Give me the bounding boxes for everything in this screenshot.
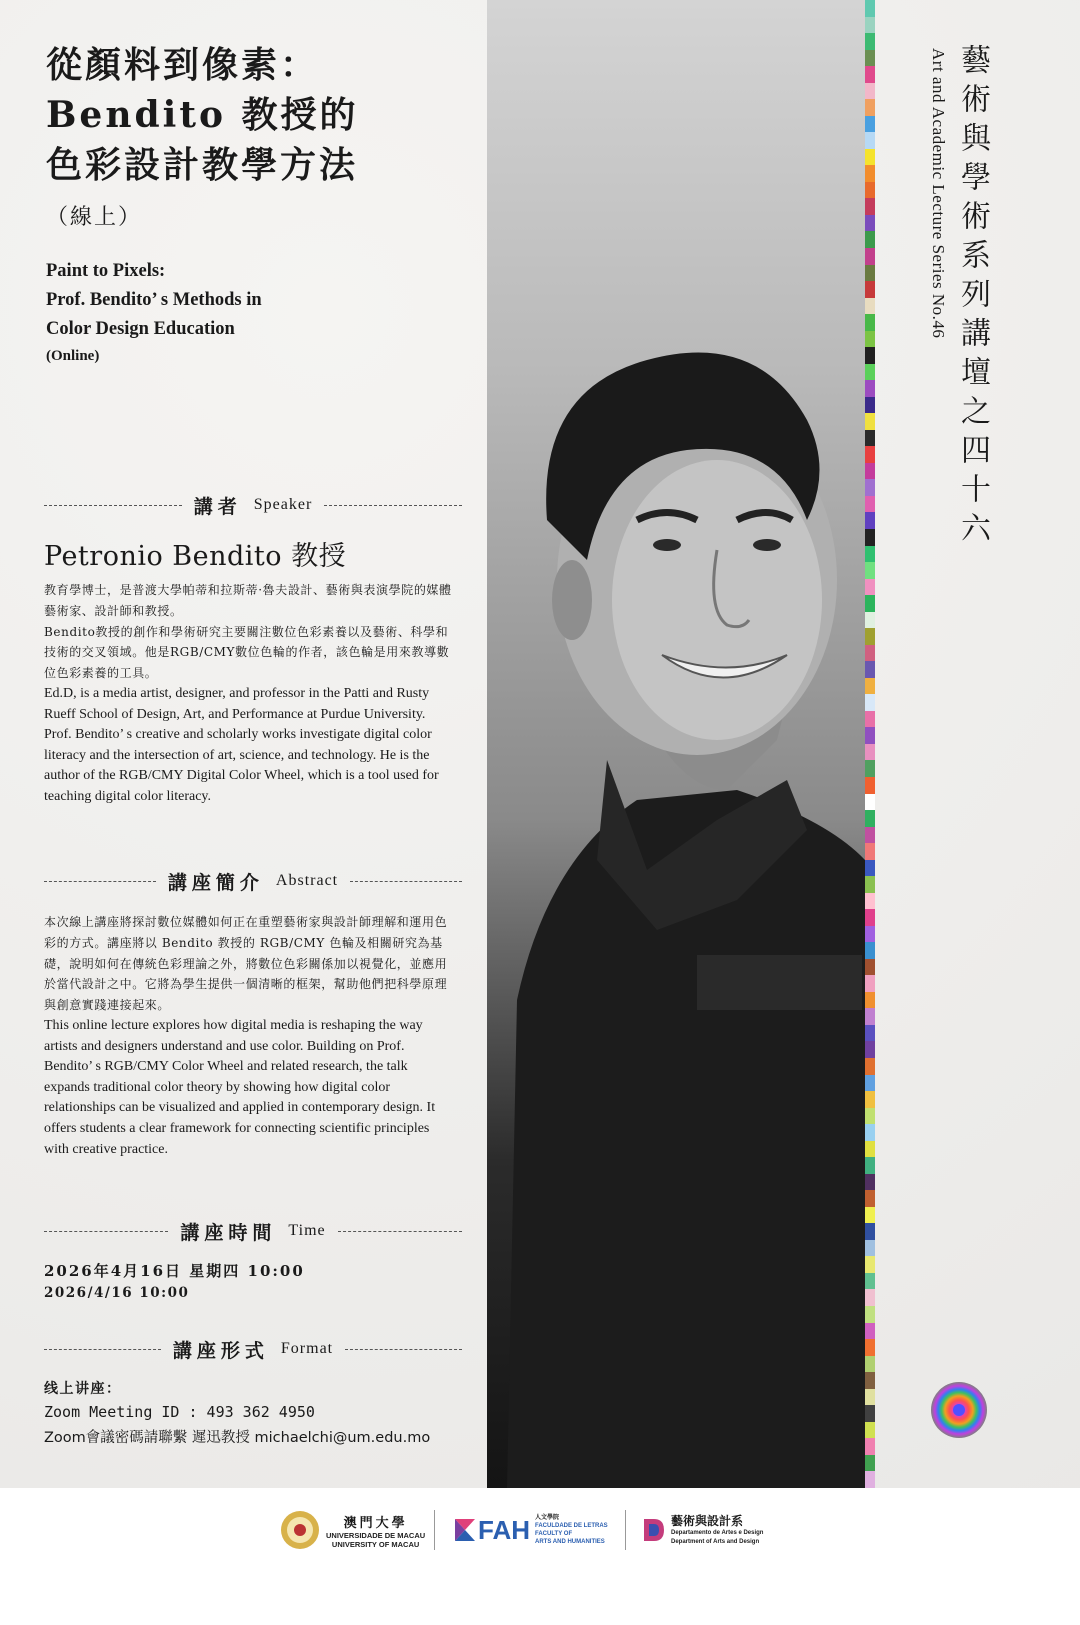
color-swatch <box>865 810 875 827</box>
um-logo <box>280 1508 425 1552</box>
speaker-bio <box>44 580 454 808</box>
time-zh: 2026年4月16日 星期四 10:00 <box>44 1262 305 1280</box>
title-en-online: (Online) <box>46 348 100 364</box>
color-swatch <box>865 215 875 232</box>
divider <box>44 1349 161 1350</box>
color-swatch <box>865 165 875 182</box>
dept-mark-icon <box>642 1517 666 1543</box>
speaker-name: Petronio Bendito 教授 <box>44 541 347 572</box>
zoom-password-contact[interactable]: Zoom會議密碼請聯繫 遲迅教授 michaelchi@um.edu.mo <box>44 1430 431 1446</box>
footer-separator <box>434 1510 435 1550</box>
color-swatch <box>865 331 875 348</box>
um-zh: 澳門大學 <box>343 1515 408 1531</box>
title-zh-online: （線上） <box>46 205 143 230</box>
divider <box>345 1349 462 1350</box>
color-swatch <box>865 942 875 959</box>
color-swatch <box>865 149 875 166</box>
color-swatch <box>865 628 875 645</box>
color-swatch <box>865 529 875 546</box>
color-swatch <box>865 959 875 976</box>
um-crest-icon <box>280 1510 320 1550</box>
fah-text <box>535 1514 608 1546</box>
speaker-bio-zh-1: 教育學博士，是普渡大學帕蒂和拉斯蒂·魯夫設計、藝術與表演學院的媒體藝術家、設計師和教授。 <box>44 583 452 618</box>
time-heading-en: Time <box>288 1222 326 1239</box>
color-swatch <box>865 1157 875 1174</box>
color-wheel-icon <box>930 1381 988 1439</box>
fah-mark-icon <box>455 1519 475 1541</box>
color-swatch <box>865 1455 875 1472</box>
color-swatch <box>865 314 875 331</box>
fah-zh: 人文學院 <box>535 1515 560 1521</box>
title-zh-line3: 色彩設計教學方法 <box>46 144 359 186</box>
series-title-zh: 藝術與學術系列講壇之四十六 <box>955 44 990 551</box>
abstract-heading-en: Abstract <box>275 872 339 889</box>
color-swatch <box>865 760 875 777</box>
color-swatch <box>865 33 875 50</box>
color-swatch <box>865 1008 875 1025</box>
color-swatch <box>865 1041 875 1058</box>
color-swatch <box>865 116 875 133</box>
color-swatch <box>865 1339 875 1356</box>
time-details <box>44 1260 454 1304</box>
color-swatch <box>865 446 875 463</box>
dept-en: Department of Arts and Design <box>671 1539 760 1545</box>
color-swatch <box>865 380 875 397</box>
color-swatch <box>865 198 875 215</box>
color-swatch <box>865 579 875 596</box>
color-swatch <box>865 612 875 629</box>
color-swatch <box>865 1372 875 1389</box>
color-swatch <box>865 678 875 695</box>
zoom-meeting-id: Zoom Meeting ID : 493 362 4950 <box>44 1403 315 1421</box>
footer <box>0 1488 1080 1625</box>
time-heading <box>44 1216 462 1246</box>
color-swatch <box>865 231 875 248</box>
color-swatch <box>865 1207 875 1224</box>
color-swatch <box>865 843 875 860</box>
color-swatch <box>865 1058 875 1075</box>
abstract-heading-zh: 講座簡介 <box>167 871 264 894</box>
color-swatch <box>865 1422 875 1439</box>
divider <box>324 505 462 506</box>
speaker-photo <box>487 0 865 1488</box>
color-swatch <box>865 1356 875 1373</box>
dept-logo <box>642 1508 763 1552</box>
color-swatch <box>865 1108 875 1125</box>
color-swatch <box>865 99 875 116</box>
color-swatch <box>865 893 875 910</box>
speaker-bio-en: Ed.D, is a media artist, designer, and professor in the Patti and Rusty Rueff School of Design, Art, and Performance at Purdue University. Prof. Bendito’ s creative and scholarly works investigate digital color literacy and the intersection of art, science, and technology. He is the author of the RGB/CMY Digital Color Wheel, which is a tool used for teaching digital color literacy. <box>44 685 439 804</box>
color-swatch <box>865 364 875 381</box>
format-details <box>44 1378 464 1452</box>
time-numeric: 2026/4/16 10:00 <box>44 1285 190 1301</box>
abstract-text <box>44 912 454 1160</box>
color-swatch <box>865 777 875 794</box>
color-swatch <box>865 347 875 364</box>
color-swatch <box>865 1273 875 1290</box>
um-en: UNIVERSITY OF MACAU <box>331 1539 420 1549</box>
color-swatch <box>865 1174 875 1191</box>
title-en-line1: Paint to Pixels: <box>46 261 166 281</box>
color-swatch <box>865 1240 875 1257</box>
fah-en2: ARTS AND HUMANITIES <box>535 1539 605 1545</box>
dept-text <box>671 1513 763 1547</box>
color-swatch <box>865 794 875 811</box>
divider <box>350 881 462 882</box>
color-swatch <box>865 248 875 265</box>
color-strip <box>865 0 875 1488</box>
color-swatch <box>865 397 875 414</box>
color-swatch <box>865 1190 875 1207</box>
title-en-line3: Color Design Education <box>46 319 235 339</box>
color-swatch <box>865 595 875 612</box>
color-swatch <box>865 430 875 447</box>
color-swatch <box>865 562 875 579</box>
speaker-heading-en: Speaker <box>253 496 313 513</box>
speaker-heading <box>44 490 462 520</box>
series-title-en: Art and Academic Lecture Series No.46 <box>929 48 948 339</box>
abstract-en: This online lecture explores how digital media is reshaping the way artists and designers understand and use color. Building on Prof. Bendito’ s RGB/CMY Color Wheel and related research, the talk expands traditional color theory by showing how digital color relationships can be visualized and applied in contemporary design. It offers students a clear framework for connecting scientific principles with creative practice. <box>44 1017 436 1157</box>
um-text <box>326 1512 425 1549</box>
color-swatch <box>865 512 875 529</box>
divider <box>338 1231 462 1232</box>
speaker-heading-zh: 講者 <box>193 495 242 518</box>
speaker-bio-zh-2: Bendito教授的創作和學術研究主要關注數位色彩素養以及藝術、科學和技術的交叉領域。他是RGB/CMY數位色輪的作者，該色輪是用來教導數位色彩素養的工具。 <box>44 624 450 681</box>
fah-en1: FACULTY OF <box>535 1531 573 1537</box>
format-heading <box>44 1334 462 1364</box>
color-swatch <box>865 0 875 17</box>
format-label: 线上讲座： <box>44 1381 122 1397</box>
title-zh-line2: Bendito 教授的 <box>46 94 359 136</box>
color-swatch <box>865 413 875 430</box>
color-swatch <box>865 744 875 761</box>
title-zh-line1: 從顏料到像素： <box>46 44 320 86</box>
color-swatch <box>865 1389 875 1406</box>
footer-separator <box>625 1510 626 1550</box>
color-swatch <box>865 132 875 149</box>
color-swatch <box>865 827 875 844</box>
color-swatch <box>865 711 875 728</box>
speaker-portrait <box>487 0 865 1488</box>
fah-logo <box>455 1508 608 1552</box>
color-swatch <box>865 1223 875 1240</box>
fah-pt: FACULDADE DE LETRAS <box>535 1523 608 1529</box>
color-swatch <box>865 1124 875 1141</box>
color-swatch <box>865 909 875 926</box>
color-swatch <box>865 546 875 563</box>
color-swatch <box>865 1025 875 1042</box>
title-en-line2: Prof. Bendito’ s Methods in <box>46 290 262 310</box>
color-swatch <box>865 50 875 67</box>
color-swatch <box>865 694 875 711</box>
color-swatch <box>865 1405 875 1422</box>
title-en <box>46 257 466 344</box>
color-swatch <box>865 860 875 877</box>
color-swatch <box>865 281 875 298</box>
color-swatch <box>865 496 875 513</box>
color-swatch <box>865 1289 875 1306</box>
format-heading-en: Format <box>280 1340 334 1357</box>
um-pt: UNIVERSIDADE DE MACAU <box>326 1530 426 1540</box>
fah-label: FAH <box>478 1514 530 1545</box>
color-swatch <box>865 1323 875 1340</box>
format-heading-zh: 講座形式 <box>172 1339 269 1362</box>
divider <box>44 505 182 506</box>
color-swatch <box>865 298 875 315</box>
dept-pt: Departamento de Artes e Design <box>671 1530 764 1536</box>
color-swatch <box>865 876 875 893</box>
color-swatch <box>865 661 875 678</box>
color-swatch <box>865 1471 875 1488</box>
color-swatch <box>865 727 875 744</box>
abstract-zh: 本次線上講座將探討數位媒體如何正在重塑藝術家與設計師理解和運用色彩的方式。講座將以 Bendito 教授的 RGB/CMY 色輪及相關研究為基礎，說明如何在傳統色彩理論之外，將數位色彩關係加以視覺化，並應用於當代設計之中。它將為學生提供一個清晰的框架，幫助他們把科學原理與創意實踐連接起來。 <box>44 915 448 1013</box>
color-swatch <box>865 83 875 100</box>
title-block <box>46 40 466 368</box>
color-swatch <box>865 1075 875 1092</box>
color-swatch <box>865 1306 875 1323</box>
divider <box>44 881 156 882</box>
time-heading-zh: 講座時間 <box>180 1221 277 1244</box>
color-swatch <box>865 1256 875 1273</box>
color-swatch <box>865 265 875 282</box>
color-swatch <box>865 1438 875 1455</box>
color-swatch <box>865 975 875 992</box>
color-swatch <box>865 645 875 662</box>
color-swatch <box>865 66 875 83</box>
color-swatch <box>865 463 875 480</box>
divider <box>44 1231 168 1232</box>
dept-zh: 藝術與設計系 <box>671 1514 744 1528</box>
color-swatch <box>865 182 875 199</box>
color-swatch <box>865 17 875 34</box>
color-swatch <box>865 926 875 943</box>
color-swatch <box>865 1141 875 1158</box>
abstract-heading <box>44 866 462 896</box>
color-swatch <box>865 1091 875 1108</box>
color-swatch <box>865 992 875 1009</box>
color-swatch <box>865 479 875 496</box>
